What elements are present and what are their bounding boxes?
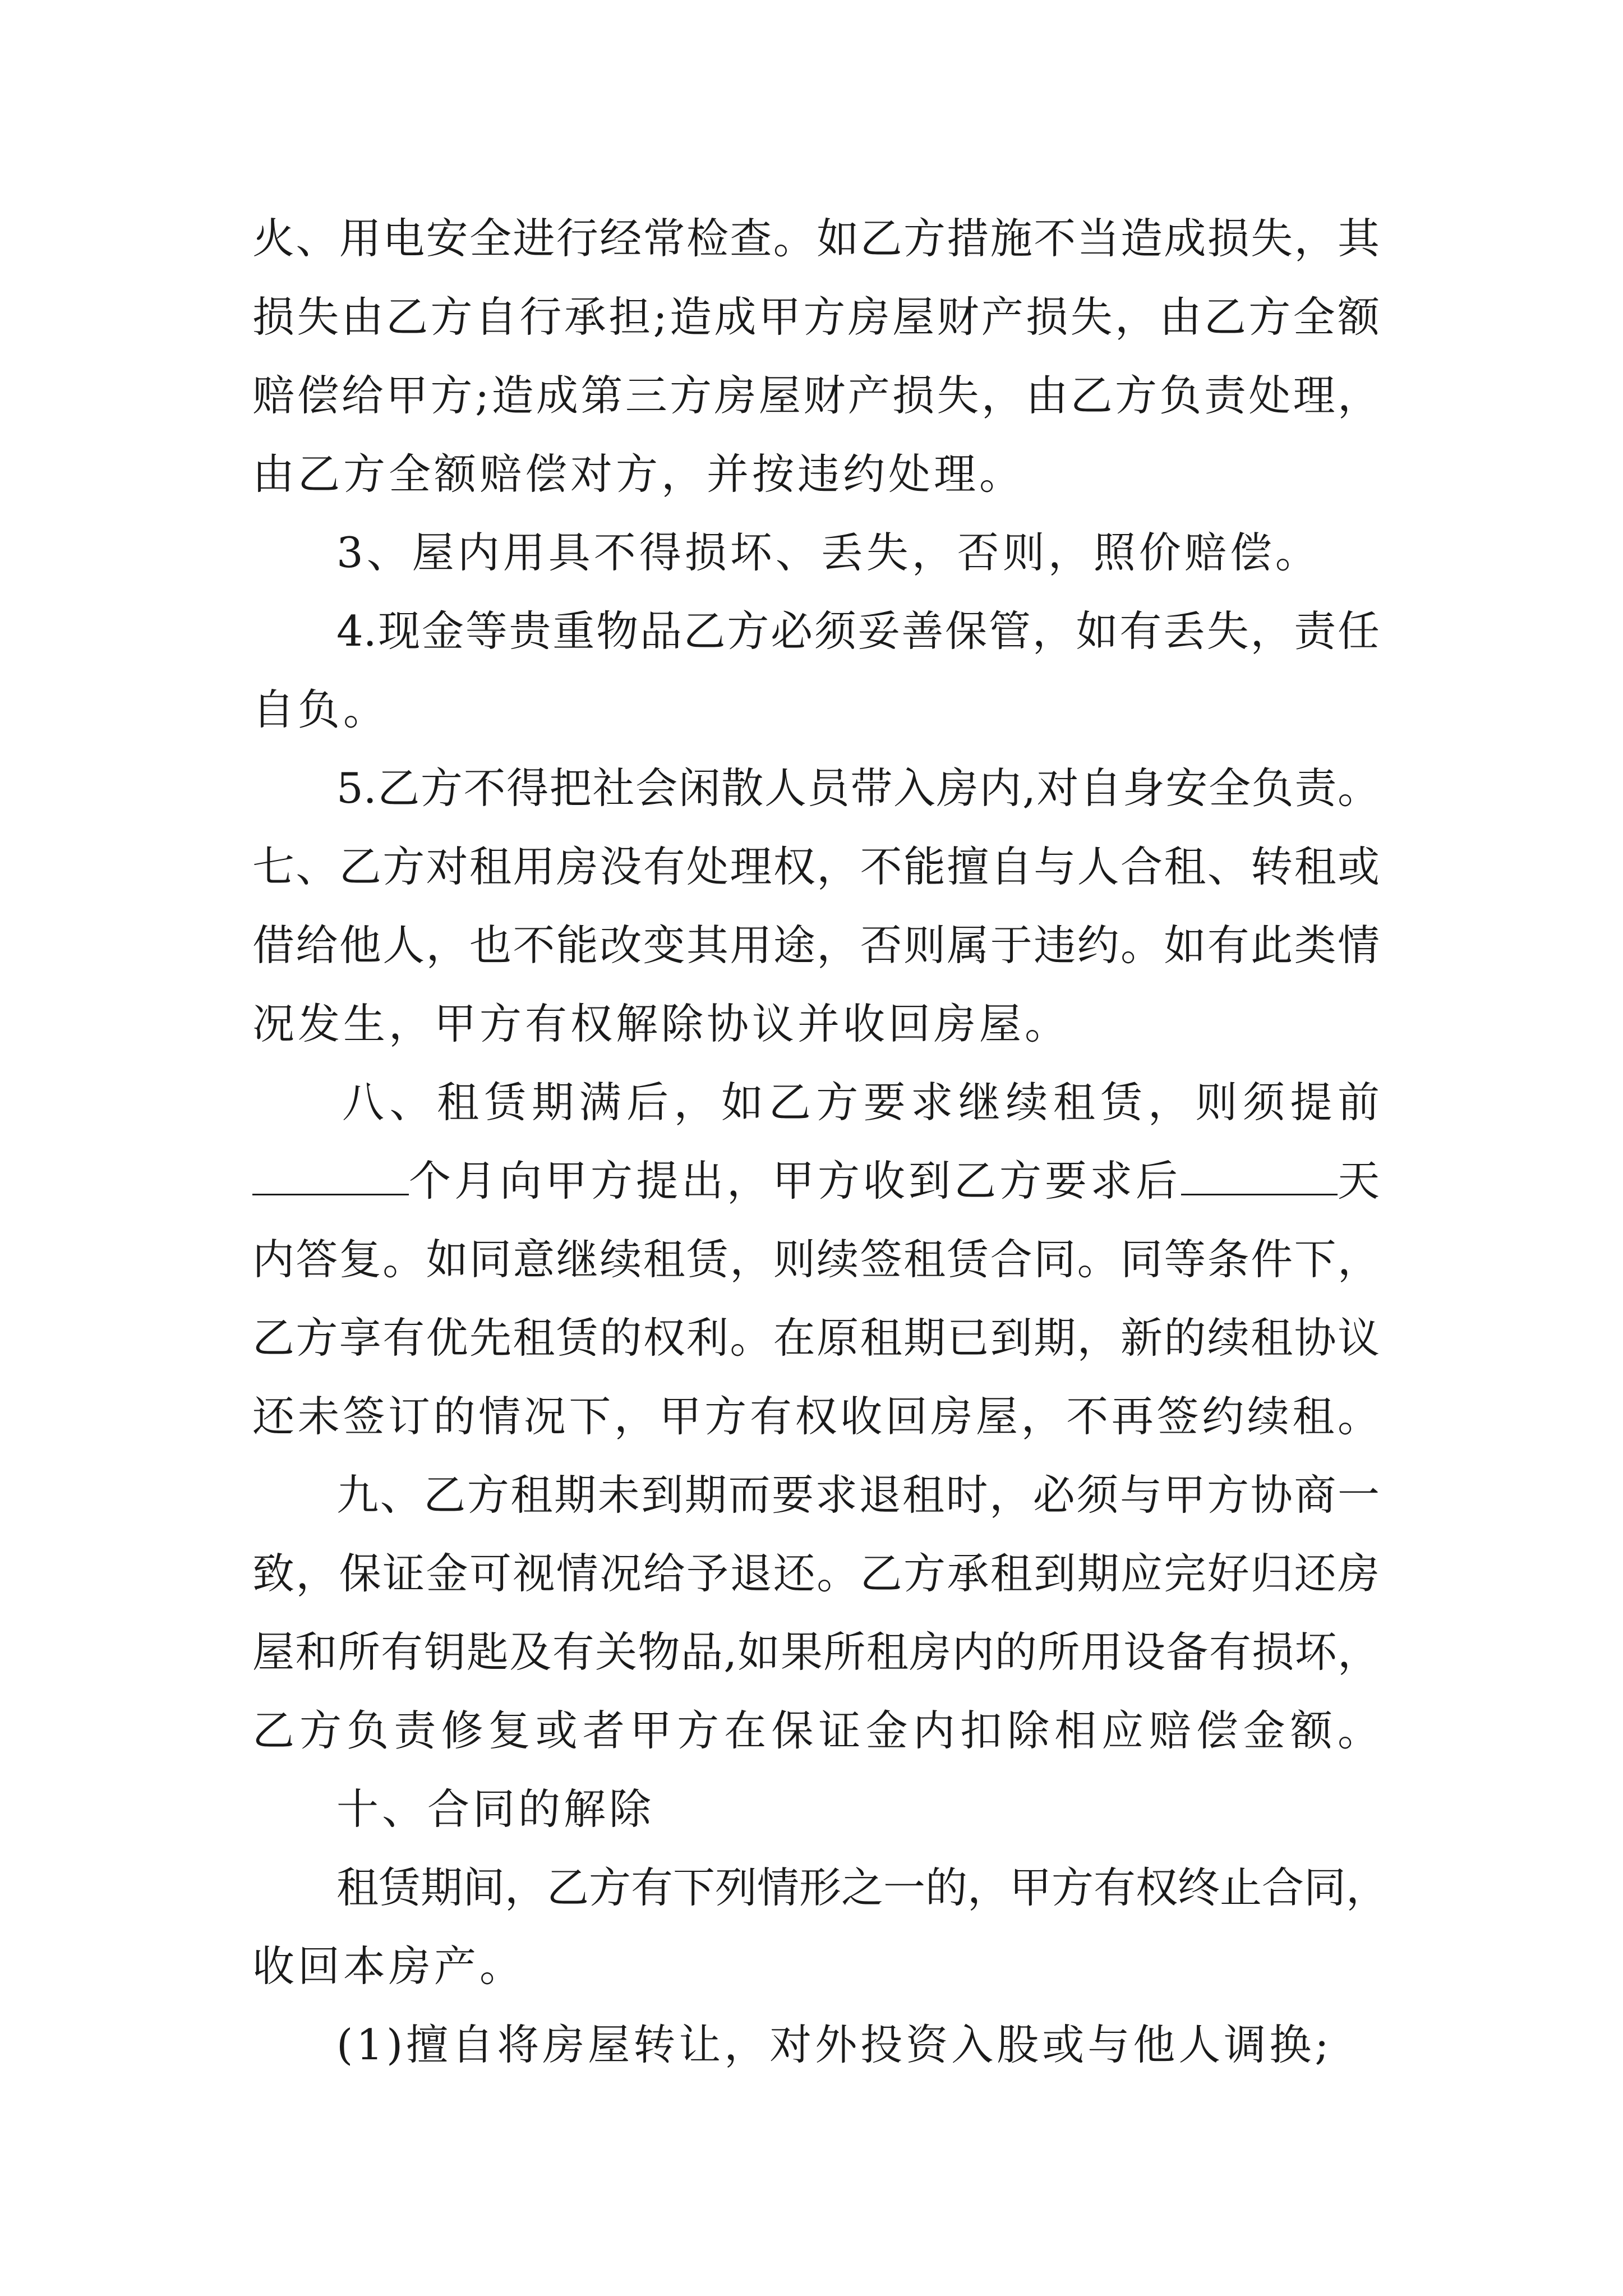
body-line: 乙方负责修复或者甲方在保证金内扣除相应赔偿金额。 [252, 1706, 1380, 1755]
body-line: 乙方享有优先租赁的权利。在原租期已到期，新的续租协议 [252, 1313, 1380, 1363]
body-line: 赔偿给甲方;造成第三方房屋财产损失，由乙方负责处理， [252, 371, 1380, 420]
body-line: 致，保证金可视情况给予退还。乙方承租到期应完好归还房 [252, 1549, 1380, 1598]
clause-3: 3、屋内用具不得损坏、丢失，否则，照价赔偿。 [336, 528, 1321, 577]
clause-5: 5.乙方不得把社会闲散人员带入房内,对自身安全负责。 [336, 763, 1380, 813]
blank-months [252, 1154, 409, 1195]
body-text: 个月向甲方提出，甲方收到乙方要求后 [408, 1156, 1181, 1205]
blank-days [1181, 1154, 1338, 1195]
body-line: 还未签订的情况下，甲方有权收回房屋，不再签约续租。 [252, 1392, 1380, 1441]
list-item-1: (1)擅自将房屋转让，对外投资入股或与他人调换; [336, 2020, 1332, 2069]
body-line: 内答复。如同意继续租赁，则续签租赁合同。同等条件下， [252, 1235, 1380, 1284]
body-line: 自负。 [252, 685, 389, 734]
body-line: 收回本房产。 [252, 1941, 525, 1991]
body-line: 屋和所有钥匙及有关物品,如果所租房内的所用设备有损坏， [252, 1627, 1380, 1677]
clause-4: 4.现金等贵重物品乙方必须妥善保管，如有丢失，责任 [336, 606, 1380, 656]
body-line: 况发生，甲方有权解除协议并收回房屋。 [252, 999, 1071, 1048]
body-text: 天 [1337, 1156, 1380, 1205]
section-8: 八、租赁期满后，如乙方要求继续租赁，则须提前 [342, 1078, 1380, 1127]
body-line: 租赁期间，乙方有下列情形之一的，甲方有权终止合同， [336, 1863, 1389, 1912]
body-line: 损失由乙方自行承担;造成甲方房屋财产损失，由乙方全额 [252, 292, 1380, 342]
fill-in-line [252, 1153, 1380, 1209]
section-9: 九、乙方租期未到期而要求退租时，必须与甲方协商一 [336, 1470, 1380, 1520]
section-7: 七、乙方对租用房没有处理权，不能擅自与人合租、转租或 [252, 842, 1380, 891]
body-line: 借给他人，也不能改变其用途，否则属于违约。如有此类情 [252, 921, 1380, 970]
body-line: 火、用电安全进行经常检查。如乙方措施不当造成损失，其 [252, 214, 1380, 263]
body-line: 由乙方全额赔偿对方，并按违约处理。 [252, 449, 1025, 499]
section-10-heading: 十、合同的解除 [336, 1784, 655, 1834]
